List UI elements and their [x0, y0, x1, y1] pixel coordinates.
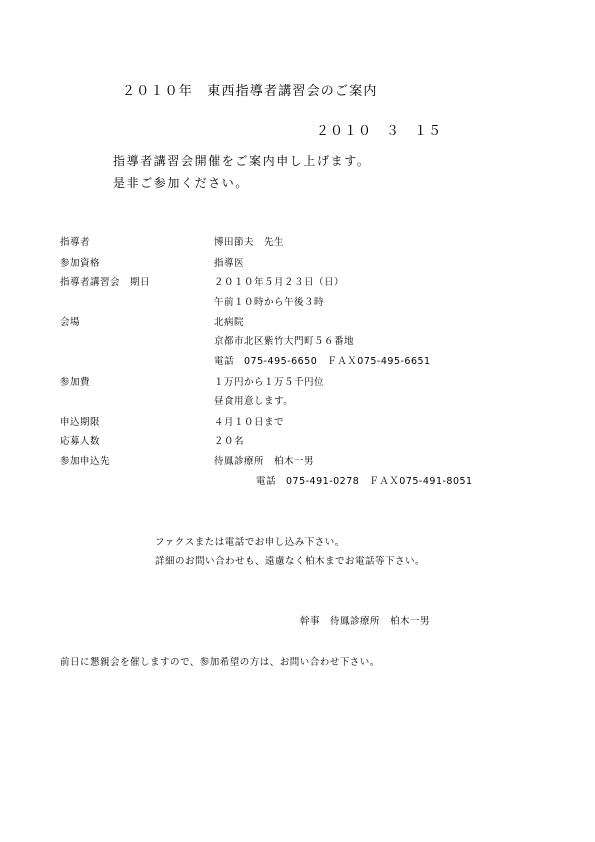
fee-value: １万円から１万５千円位	[214, 377, 325, 388]
period-label: 指導者講習会 期日	[60, 277, 151, 288]
contact-phone-fax: 電話 075-491-0278 ＦＡＸ075-491-8051	[256, 476, 473, 487]
fee-label: 参加費	[60, 377, 91, 388]
fee-lunch-note: 昼食用意します。	[214, 396, 294, 407]
period-value-date: ２０１０年５月２３日（日）	[214, 277, 345, 288]
venue-label: 会場	[60, 317, 81, 328]
contact-label: 参加申込先	[60, 456, 111, 467]
capacity-value: ２０名	[214, 436, 245, 447]
document-title: ２０１０年 東西指導者講習会のご案内	[122, 84, 378, 99]
venue-phone-fax: 電話 075-495-6650 ＦＡＸ075-495-6651	[214, 356, 431, 367]
footer-note: 前日に懇親会を催しますので、参加希望の方は、お問い合わせ下さい。	[60, 657, 380, 668]
period-value-time: 午前１０時から午後３時	[214, 297, 325, 308]
deadline-value: ４月１０日まで	[214, 417, 285, 428]
note-line-1: ファクスまたは電話でお申し込み下さい。	[155, 537, 345, 548]
venue-name: 北病院	[214, 317, 245, 328]
qualification-label: 参加資格	[60, 258, 101, 269]
instructor-label: 指導者	[60, 237, 91, 248]
note-line-2: 詳細のお問い合わせも、遠慮なく柏木までお電話等下さい。	[155, 556, 426, 567]
intro-line-1: 指導者講習会開催をご案内申し上げます。	[113, 154, 371, 168]
qualification-value: 指導医	[214, 258, 245, 269]
venue-address: 京都市北区紫竹大門町５６番地	[214, 336, 355, 347]
instructor-value: 博田節夫 先生	[214, 237, 285, 248]
document-date: ２０１０ ３ １５	[316, 124, 443, 139]
organizer-signature: 幹事 待鳳診療所 柏木一男	[300, 616, 431, 627]
capacity-label: 応募人数	[60, 436, 101, 447]
deadline-label: 申込期限	[60, 417, 101, 428]
contact-name: 待鳳診療所 柏木一男	[214, 456, 315, 467]
intro-line-2: 是非ご参加ください。	[113, 176, 250, 190]
